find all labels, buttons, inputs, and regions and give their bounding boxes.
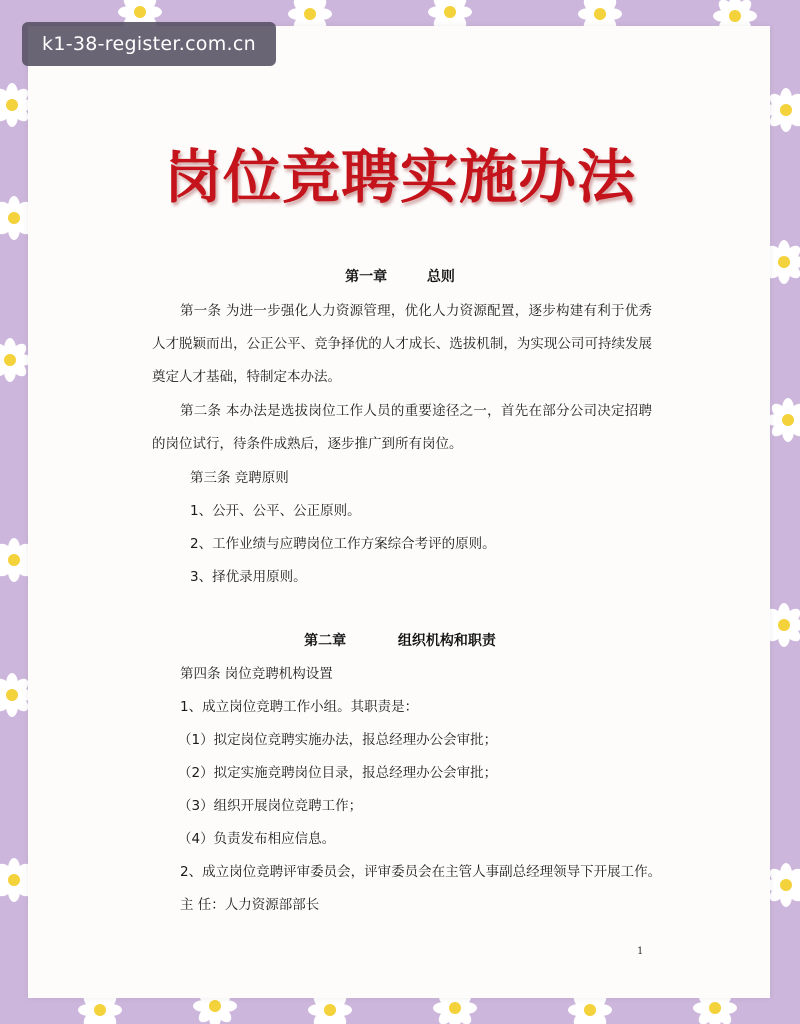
- article-3: 第三条 竞聘原则: [190, 470, 289, 486]
- principle-1: 1、公开、公平、公正原则。: [190, 503, 361, 519]
- article-4: 第四条 岗位竞聘机构设置: [180, 666, 333, 682]
- chapter-2-heading: [0, 630, 800, 650]
- principle-3: 3、择优录用原则。: [190, 569, 307, 585]
- page-number: 1: [637, 946, 644, 957]
- chapter-1-heading: [0, 266, 800, 286]
- duty-1: （1）拟定岗位竞聘实施办法，报总经理办公会审批；: [178, 732, 498, 748]
- item-1: 1、成立岗位竞聘工作小组。其职责是：: [180, 699, 419, 715]
- watermark-badge: k1-38-register.com.cn: [22, 22, 276, 66]
- duty-2: （2）拟定实施竞聘岗位目录，报总经理办公会审批；: [178, 765, 498, 781]
- article-1: 第一条 为进一步强化人力资源管理，优化人力资源配置，逐步构建有利于优秀人才脱颖而出，公正公平、竞争择优的人才成长、选拔机制，为实现公司可持续发展奠定人才基础，特制定本办法。: [152, 303, 652, 385]
- item-2: 2、成立岗位竞聘评审委员会，评审委员会在主管人事副总经理领导下开展工作。: [180, 864, 662, 880]
- document-title: 岗位竞聘实施办法: [163, 143, 636, 211]
- principle-2: 2、工作业绩与应聘岗位工作方案综合考评的原则。: [190, 536, 496, 552]
- chapter-2-number: 第二章: [304, 633, 347, 649]
- duty-4: （4）负责发布相应信息。: [178, 831, 336, 847]
- director-line: 主 任：人力资源部部长: [180, 897, 320, 913]
- chapter-2-name: 组织机构和职责: [397, 633, 496, 649]
- chapter-1-name: 总则: [426, 269, 455, 285]
- article-2: 第二条 本办法是选拔岗位工作人员的重要途径之一，首先在部分公司决定招聘的岗位试行，待条件成熟后，逐步推广到所有岗位。: [152, 403, 652, 452]
- chapter-1-number: 第一章: [345, 269, 388, 285]
- duty-3: （3）组织开展岗位竞聘工作；: [178, 798, 363, 814]
